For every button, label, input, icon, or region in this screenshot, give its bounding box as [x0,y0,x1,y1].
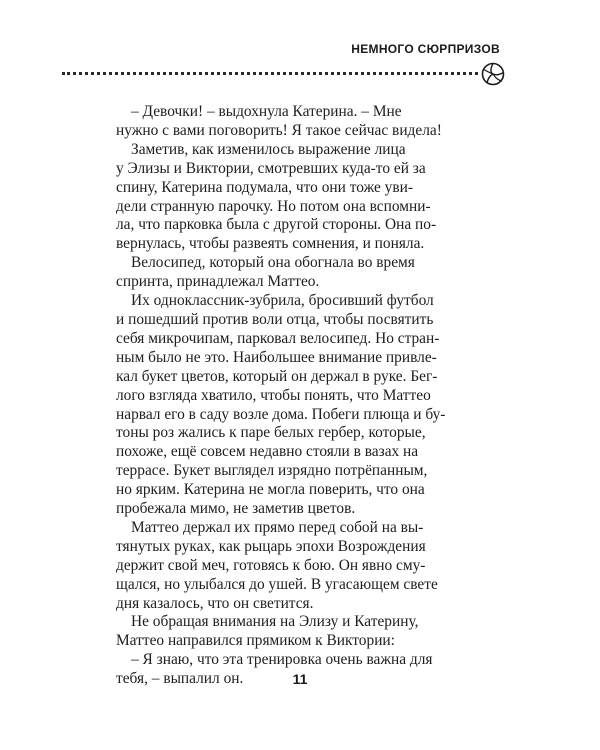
text-line: Заметив, как изменилось выражение лица [131,140,406,158]
text-line: ла, что парковка была с другой стороны. Она по- [116,216,437,234]
text-line: тоны роз жались к паре белых гербер, которые, [116,424,426,442]
paragraph [101,519,459,614]
text-line: у Элизы и Виктории, смотревших куда-то ей за [116,159,426,177]
text-line: себя микрочипам, парковал велосипед. Но стран- [116,329,440,347]
paragraph [101,103,459,141]
paragraph [101,292,459,519]
text-line: – Я знаю, что эта тренировка очень важна для [131,651,433,669]
text-line: Их одноклассник-зубрила, бросивший футбол [131,292,434,310]
text-line: держит свой меч, готовясь к бою. Он явно сму- [116,556,426,574]
text-line: дня казалось, что он светится. [116,594,314,612]
text-line: пробежала мимо, не заметив цветов. [116,500,356,518]
body-text [101,103,459,689]
text-line: Маттео направился прямиком к Виктории: [116,632,395,650]
text-line: щался, но улыбался до ушей. В угасающем свете [116,575,438,593]
text-line: спринта, принадлежал Маттео. [116,273,320,291]
text-line: дели странную парочку. Но потом она вспомни- [116,197,431,215]
running-head-title: НЕМНОГО СЮРПРИЗОВ [351,42,500,56]
paragraph [101,613,459,651]
text-line: но ярким. Катерина не могла поверить, что она [116,481,425,499]
volleyball-icon [481,62,505,86]
text-line: похоже, ещё совсем недавно стояли в вазах на [116,443,419,461]
text-line: Велосипед, который она обогнала во время [131,254,415,272]
text-line: нарвал его в саду возле дома. Побеги плюща и бу- [116,405,446,423]
paragraph [101,141,459,254]
text-line: террасе. Букет выглядел изрядно потрёпанным, [116,462,428,480]
header-dotted-rule [62,72,478,75]
text-line: Маттео держал их прямо перед собой на вы- [131,518,424,536]
text-line: лого взгляда хватило, чтобы понять, что Маттео [116,386,431,404]
paragraph [101,254,459,292]
text-line: кал букет цветов, который он держал в руке. Бег- [116,367,438,385]
text-line: тянутых руках, как рыцарь эпохи Возрождения [116,537,426,555]
page-number: 11 [292,671,308,687]
text-line: ным было не это. Наибольшее внимание привле- [116,348,437,366]
text-line: и пошедший против воли отца, чтобы посвятить [116,310,434,328]
text-line: Не обращая внимания на Элизу и Катерину, [131,613,419,631]
text-line: вернулась, чтобы развеять сомнения, и поняла. [116,235,425,253]
text-line: тебя, – выпалил он. [116,670,244,688]
text-line: – Девочки! – выдохнула Катерина. – Мне [131,103,402,120]
text-line: нужно с вами поговорить! Я такое сейчас видела! [116,121,442,139]
text-line: спину, Катерина подумала, что они тоже уви- [116,178,413,196]
